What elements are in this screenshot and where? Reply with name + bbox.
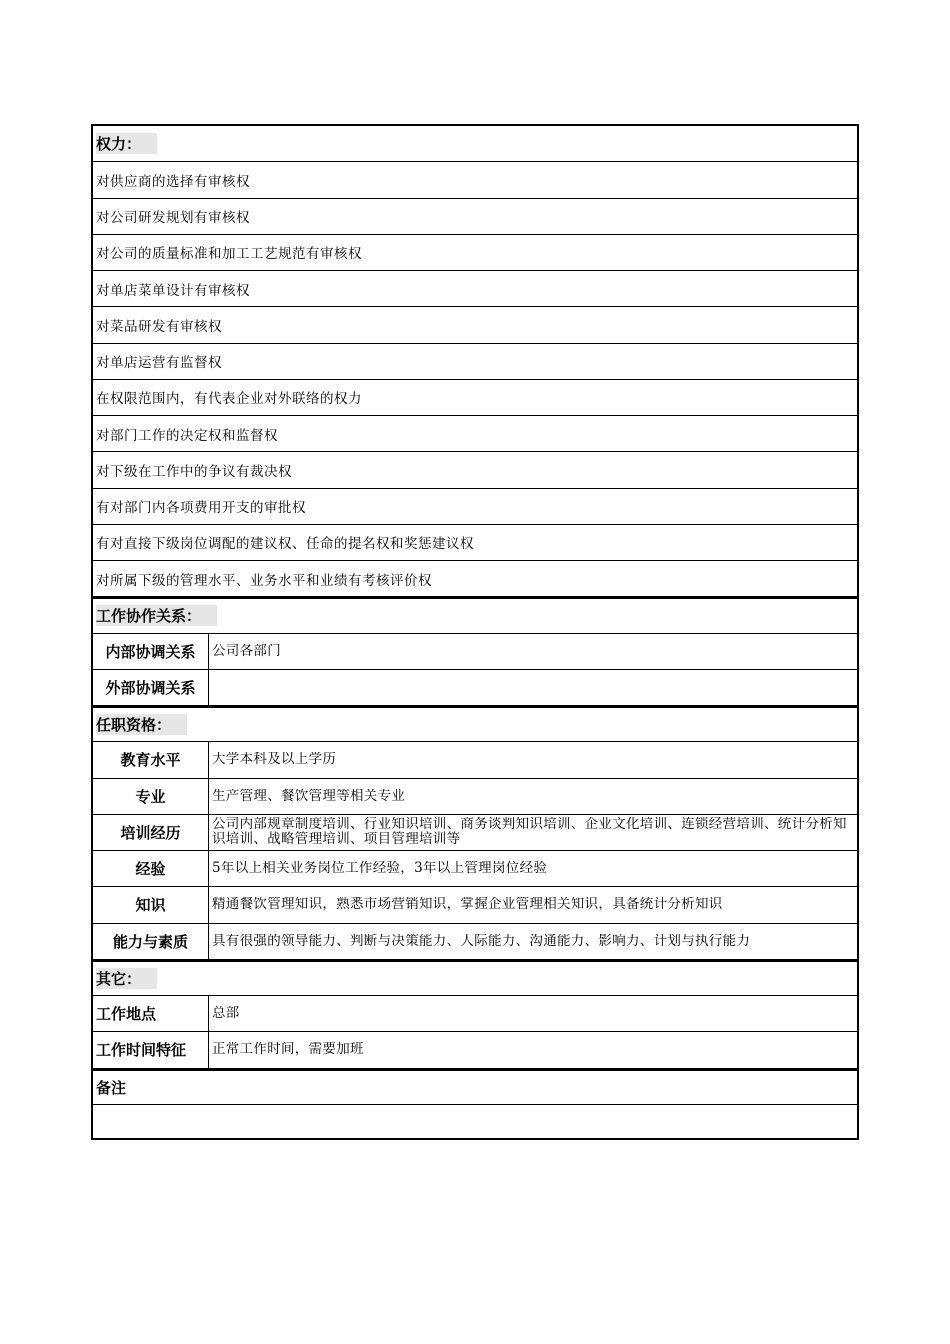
- training-label: 培训经历: [93, 815, 209, 850]
- power-item: 对所属下级的管理水平、业务水平和业绩有考核评价权: [93, 561, 857, 597]
- power-item: 对单店菜单设计有审核权: [93, 271, 857, 307]
- internal-relations-label: 内部协调关系: [93, 634, 209, 669]
- hours-label: 工作时间特征: [93, 1032, 209, 1067]
- power-item: 对菜品研发有审核权: [93, 307, 857, 343]
- location-row: [93, 996, 857, 1032]
- hours-value: 正常工作时间，需要加班: [212, 1042, 364, 1058]
- qualifications-header: 任职资格：: [93, 706, 857, 742]
- relations-header: 工作协作关系：: [93, 597, 857, 633]
- experience-label: 经验: [93, 851, 209, 886]
- hours-row: [93, 1032, 857, 1068]
- internal-relations-value: 公司各部门: [212, 643, 281, 659]
- education-label: 教育水平: [93, 742, 209, 777]
- power-item: 有对直接下级岗位调配的建议权、任命的提名权和奖惩建议权: [93, 525, 857, 561]
- major-label: 专业: [93, 779, 209, 814]
- notes-value: [93, 1105, 857, 1141]
- location-value: 总部: [212, 1006, 240, 1022]
- location-label: 工作地点: [93, 996, 209, 1031]
- knowledge-label: 知识: [93, 887, 209, 922]
- major-row: [93, 779, 857, 815]
- power-item: 对部门工作的决定权和监督权: [93, 416, 857, 452]
- education-value: 大学本科及以上学历: [212, 752, 337, 768]
- training-value: 公司内部规章制度培训、行业知识培训、商务谈判知识培训、企业文化培训、连锁经营培训、统计分析知识培训、战略管理培训、项目管理培训等: [212, 817, 847, 848]
- notes-header: 备注: [93, 1069, 857, 1105]
- power-item: 对供应商的选择有审核权: [93, 162, 857, 198]
- power-item: 对公司的质量标准和加工工艺规范有审核权: [93, 235, 857, 271]
- other-header: 其它：: [93, 960, 857, 996]
- ability-row: [93, 924, 857, 960]
- power-item: 对单店运营有监督权: [93, 344, 857, 380]
- ability-label: 能力与素质: [93, 924, 209, 959]
- knowledge-value: 精通餐饮管理知识，熟悉市场营销知识，掌握企业管理相关知识，具备统计分析知识: [212, 897, 723, 913]
- knowledge-row: [93, 887, 857, 923]
- ability-value: 具有很强的领导能力、判断与决策能力、人际能力、沟通能力、影响力、计划与执行能力: [212, 933, 751, 949]
- powers-header: 权力：: [93, 126, 857, 162]
- power-item: 对下级在工作中的争议有裁决权: [93, 452, 857, 488]
- power-item: 在权限范围内，有代表企业对外联络的权力: [93, 380, 857, 416]
- experience-value: 5年以上相关业务岗位工作经验，3年以上管理岗位经验: [212, 861, 548, 877]
- internal-relations-row: [93, 634, 857, 670]
- power-item: 对公司研发规划有审核权: [93, 199, 857, 235]
- job-description-table: [91, 124, 859, 1140]
- external-relations-label: 外部协调关系: [93, 670, 209, 705]
- education-row: [93, 742, 857, 778]
- training-row: [93, 815, 857, 851]
- experience-row: [93, 851, 857, 887]
- power-item: 有对部门内各项费用开支的审批权: [93, 489, 857, 525]
- external-relations-row: [93, 670, 857, 706]
- major-value: 生产管理、餐饮管理等相关专业: [212, 788, 406, 804]
